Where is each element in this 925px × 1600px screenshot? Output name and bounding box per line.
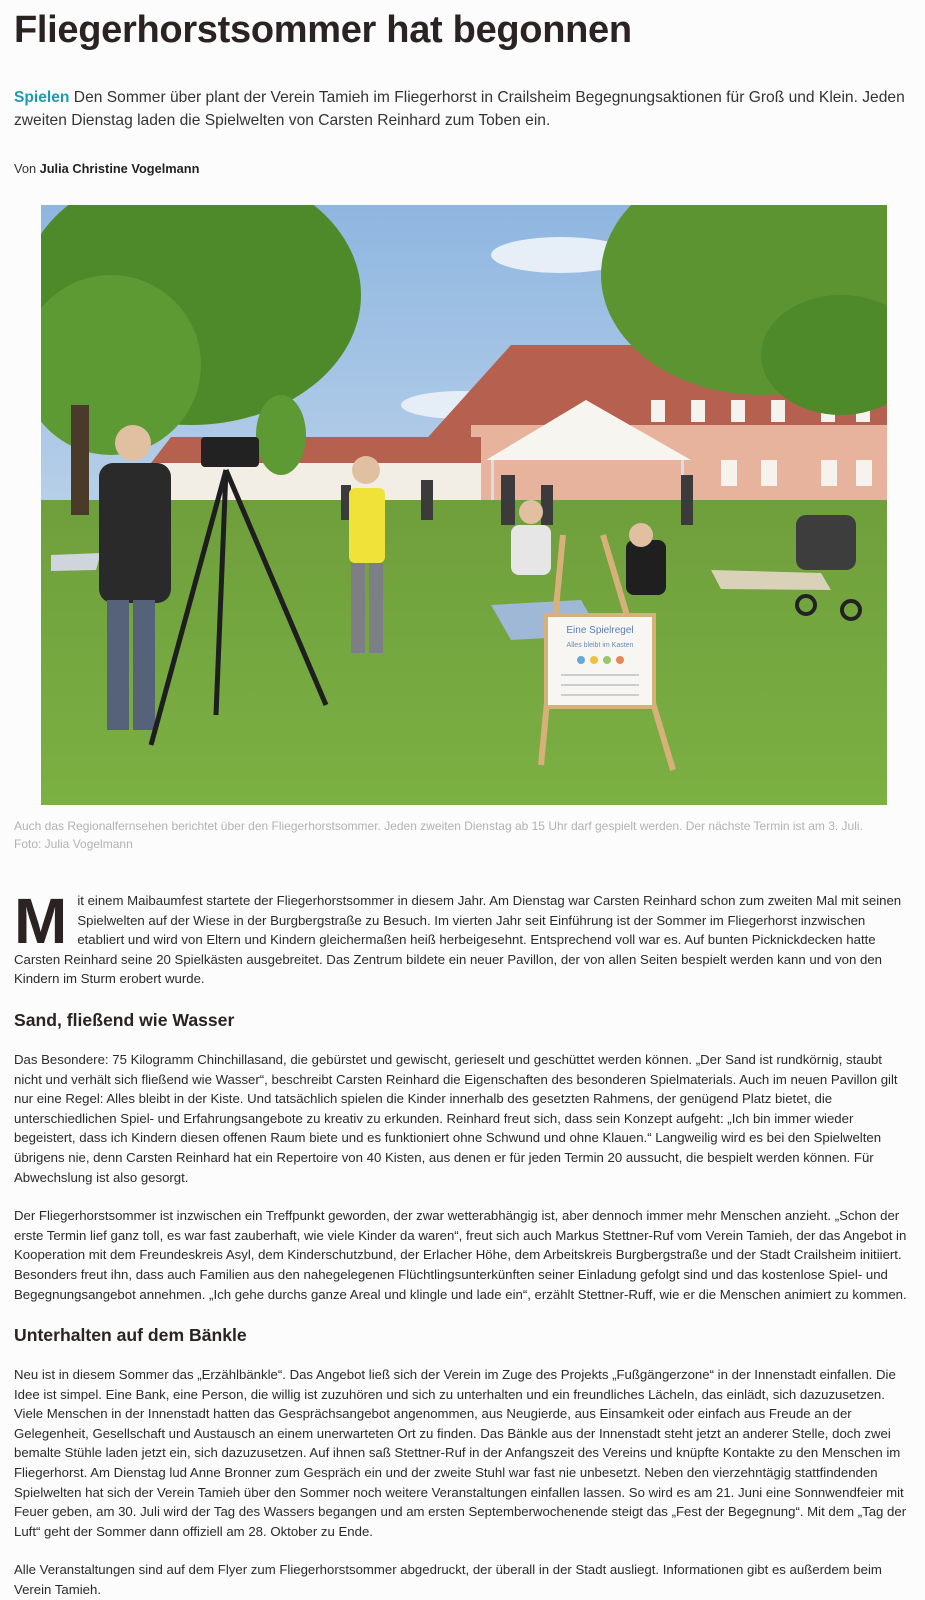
byline-prefix: Von bbox=[14, 161, 40, 176]
article-title: Fliegerhorstsommer hat begonnen bbox=[14, 9, 632, 51]
subheading-2: Unterhalten auf dem Bänkle bbox=[14, 1325, 247, 1346]
paragraph-5: Alle Veranstaltungen sind auf dem Flyer zum Fliegerhorstsommer abgedruckt, der überall in der Stadt ausliegt. Informationen gibt es außerdem beim Verein Tamieh. bbox=[14, 1562, 882, 1598]
author-name[interactable]: Julia Christine Vogelmann bbox=[39, 161, 200, 176]
subheading-1: Sand, fließend wie Wasser bbox=[14, 1009, 235, 1030]
kicker-link[interactable]: Spielen bbox=[14, 89, 70, 106]
photo-caption bbox=[14, 817, 894, 853]
byline bbox=[14, 160, 911, 178]
paragraph-2: Das Besondere: 75 Kilogramm Chinchillasand, die gebürstet und gewischt, gerieselt und geschüttet werden können. „Der Sand ist rundkörnig, staubt nicht und verhält sich fließend wie Wasser“, beschreibt Carsten Reinhard die Eigenschaften des besonderen Spielmaterials. Auch im neuen Pavillon gilt nur eine Regel: Alles bleibt in der Kiste. Und tatsächlich spielen die Kinder innerhalb des gesetzten Rahmens, der genügend Platz bietet, die unterschiedlichen Spiel- und Erfahrungsangebote zu kreativ zu erkunden. Reinhard freut sich, dass sein Konzept aufgeht: „Ich bin immer wieder begeistert, dass ich Kindern diesen offenen Raum biete und es funktioniert ohne Schwund und ohne Klauen.“ Langweilig wird es bei den Spielwelten übrigens nie, denn Carsten Reinhard hat ein Repertoire von 40 Kisten, aus denen er für jeden Termin 20 aussucht, die bespielt werden können. Für Abwechslung ist also gesorgt. bbox=[14, 1051, 898, 1185]
sign-title: Eine Spielregel bbox=[566, 625, 634, 636]
article-body bbox=[14, 885, 911, 1600]
article-photo[interactable] bbox=[41, 205, 887, 805]
caption-text: Auch das Regionalfernsehen berichtet über den Fliegerhorstsommer. Jeden zweiten Dienstag ab 15 Uhr darf gespielt werden. Der nächste Termin ist am 3. Juli. bbox=[14, 819, 863, 833]
paragraph-3: Der Fliegerhorstsommer ist inzwischen ein Treffpunkt geworden, der zwar wetterabhängig ist, aber dennoch immer mehr Menschen anzieht. „Schon der erste Termin lief ganz toll, es war fast zauberhaft, wie viele Kinder da waren“, freut sich auch Markus Stettner-Ruf vom Verein Tamieh, der das Angebot in Kooperation mit dem Freundeskreis Asyl, dem Kinderschutzbund, der Erlacher Höhe, dem Arbeitskreis Burgbergstraße und der Stadt Crailsheim initiiert. Besonders freut ihn, dass auch Familien aus den nahegelegenen Flüchtlingsunterkünften seiner Einladung gefolgt sind und das kostenlose Spiel- und Begegnungsangebot annehmen. „Ich gehe durchs ganze Areal und klingle und lade ein“, erzählt Stettner-Ruff, wie er die Menschen animiert zu kommen. bbox=[14, 1208, 907, 1302]
paragraph-1 bbox=[14, 885, 911, 989]
article-lead bbox=[14, 86, 911, 132]
paragraph-1-text: it einem Maibaumfest startete der Fliegerhorstsommer in diesem Jahr. Am Dienstag war Carsten Reinhard schon zum zweiten Mal mit seinen Spielwelten auf der Wiese in der Burgbergstraße zu Besuch. Im vierten Jahr seit Einführung ist der Sommer im Fliegerhorst inzwischen etabliert und wird von Eltern und Kindern gleichermaßen heiß herbeigesehnt. Entsprechend voll war es. Auf bunten Picknickdecken hatte Carsten Reinhard seine 20 Spielkästen ausgebreitet. Das Zentrum bildete ein neuer Pavillon, der von allen Seiten bespielt werden kann und von den Kindern im Sturm erobert wurde. bbox=[14, 893, 902, 987]
paragraph-4: Neu ist in diesem Sommer das „Erzählbänkle“. Das Angebot ließ sich der Verein im Zuge des Projekts „Fußgängerzone“ in der Innenstadt einfallen. Die Idee ist simpel. Eine Bank, eine Person, die willig ist zuzuhören und sich zu unterhalten und ein freundliches Lächeln, das einlädt, sich dazuzusetzen. Viele Menschen in der Innenstadt hatten das Gesprächsangebot angenommen, aus Neugierde, aus Einsamkeit oder einfach aus Freude an der Gelegenheit, Gesellschaft und Austausch an einem unerwarteten Ort zu finden. Das Bänkle aus der Innenstadt steht jetzt an anderer Stelle, doch zwei bemalte Stühle laden jetzt ein, sich dazuzusetzen. Auf ihnen saß Stettner-Ruf in der Anfangszeit des Vereins und knüpfte Kontakte zu den Menschen im Fliegerhorst. Am Dienstag lud Anne Bronner zum Gespräch ein und der zweite Stuhl war fast nie unbesetzt. Neben den vierzehntägig stattfindenden Spielwelten hat sich der Verein Tamieh über den Sommer noch weitere Veranstaltungen einfallen lassen. So wird es am 21. Juni eine Sonnwendfeier mit Feuer geben, am 30. Juli wird der Tag des Wassers begangen und am ersten Septemberwochenende steigt das „Fest der Begegnung“. Mit dem „Tag der Luft“ geht der Sommer dann offiziell am 28. Oktober zu Ende. bbox=[14, 1367, 907, 1539]
lead-text: Den Sommer über plant der Verein Tamieh im Fliegerhorst in Crailsheim Begegnungsaktionen für Groß und Klein. Jeden zweiten Dienstag laden die Spielwelten von Carsten Reinhard zum Toben ein. bbox=[14, 89, 905, 129]
photo-illustration bbox=[41, 205, 887, 805]
drop-cap: M bbox=[14, 885, 68, 957]
sign-subtitle: Alles bleibt im Kasten bbox=[566, 642, 634, 649]
photo-credit: Foto: Julia Vogelmann bbox=[14, 837, 133, 851]
